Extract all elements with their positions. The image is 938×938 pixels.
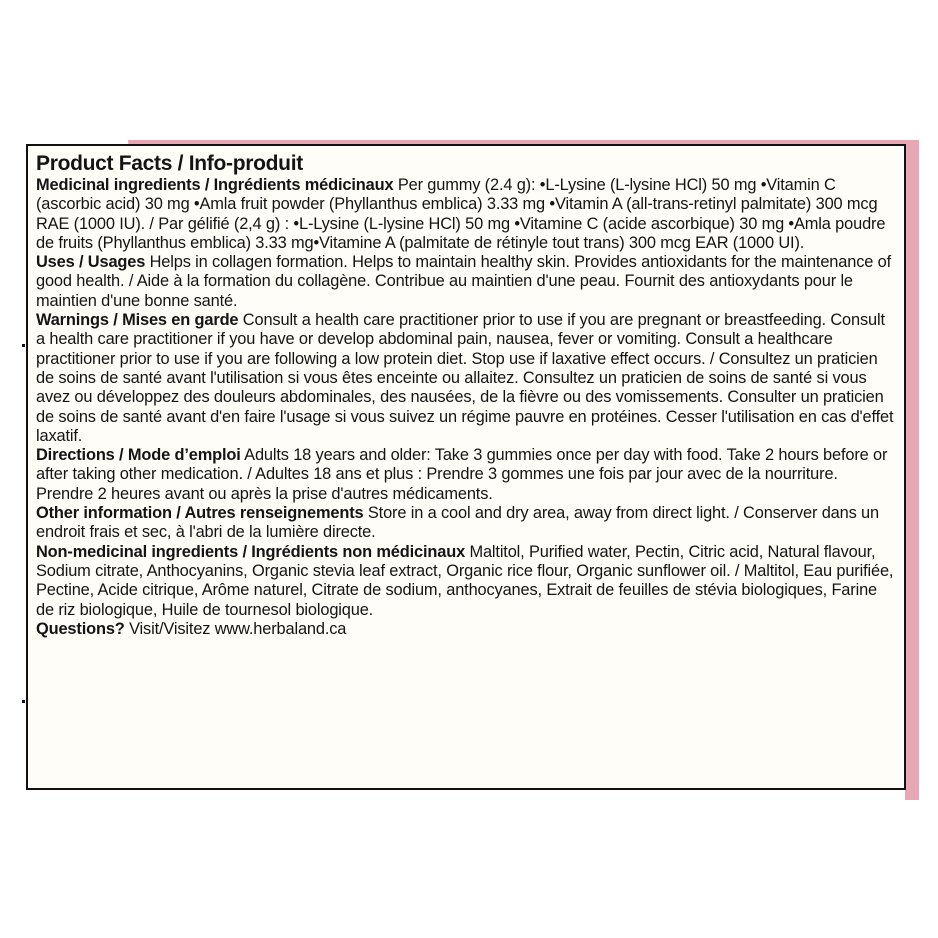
medicinal-ingredients-section bbox=[36, 176, 896, 253]
section-text: Per gummy (2.4 g): •L-Lysine (L-lysine HCl) 50 mg •Vitamin C (ascorbic acid) 30 mg •Amla fruit powder (Phyllanthus emblica) 3.33 mg •Vitamin A (all-trans-retinyl palmitate) 300 mcg RAE (1000 IU). / Par gélifié (2,4 g) : •L-Lysine (L-lysine HCl) 50 mg •Vitamine C (acide ascorbique) 30 mg •Amla poudre de fruits (Phyllanthus emblica) 3.33 mg•Vitamine A (palmitate de rétinyle tout trans) 300 mcg EAR (1000 UI). bbox=[36, 176, 886, 252]
section-heading: Warnings / Mises en garde bbox=[36, 311, 239, 330]
uses-section bbox=[36, 253, 896, 311]
questions-section bbox=[36, 620, 896, 639]
section-heading: Directions / Mode d’emploi bbox=[36, 446, 241, 465]
product-facts-panel bbox=[26, 144, 906, 790]
section-heading: Non-medicinal ingredients / Ingrédients non médicinaux bbox=[36, 542, 466, 561]
panel-title: Product Facts / Info-produit bbox=[36, 152, 303, 175]
other-information-section bbox=[36, 504, 896, 543]
section-heading: Uses / Usages bbox=[36, 253, 146, 272]
section-heading: Medicinal ingredients / Ingrédients médicinaux bbox=[36, 176, 394, 194]
section-heading: Questions? bbox=[36, 619, 125, 638]
section-text: Maltitol, Purified water, Pectin, Citric acid, Natural flavour, Sodium citrate, Anthocyanins, Organic stevia leaf extract, Organic rice flour, Organic sunflower oil. / Maltitol, Eau purifiée, Pectine, Acide citrique, Arôme naturel, Citrate de sodium, anthocyanes, Extrait de feuilles de stévia biologiques, Farine de riz biologique, Huile de tournesol biologique. bbox=[36, 542, 894, 619]
section-text: Adults 18 years and older: Take 3 gummies once per day with food. Take 2 hours before or after taking other medication. / Adultes 18 ans et plus : Prendre 3 gommes une fois par jour avec de la nourriture. Prendre 2 heures avant ou après la prise d'autres médicaments. bbox=[36, 446, 888, 503]
section-text: Store in a cool and dry area, away from direct light. / Conserver dans un endroit frais et sec, à l'abri de la lumière directe. bbox=[36, 504, 879, 542]
website-link: Visit/Visitez www.herbaland.ca bbox=[124, 619, 347, 638]
section-heading: Other information / Autres renseignements bbox=[36, 504, 364, 523]
non-medicinal-ingredients-section bbox=[36, 543, 896, 620]
section-text: Consult a health care practitioner prior to use if you are pregnant or breastfeeding. Consult a health care practitioner if you have or develop abdominal pain, nausea, fever or vomiting. Consult a healthcare practitioner prior to use if you are following a low protein diet. Stop use if laxative effect occurs. / Consultez un praticien de soins de santé avant l'utilisation si vous êtes enceinte ou allaitez. Consultez un praticien de soins de santé si vous avez ou développez des douleurs abdominales, des nausées, de la fièvre ou des vomissements. Consulter un praticien de soins de santé avant d'en faire l'usage si vous suivez un régime pauvre en protéines. Cesser l'utilisation en cas d'effet laxatif. bbox=[36, 311, 894, 445]
section-text: Helps in collagen formation. Helps to maintain healthy skin. Provides antioxidants for the maintenance of good health. / Aide à la formation du collagène. Contribue au maintien d'une peau. Fournit des antioxydants pour le maintien d'une bonne santé. bbox=[36, 253, 891, 310]
pink-label-edge bbox=[905, 140, 919, 800]
edge-mark bbox=[22, 700, 25, 703]
warnings-section bbox=[36, 311, 896, 446]
directions-section bbox=[36, 446, 896, 504]
edge-mark bbox=[22, 344, 25, 347]
